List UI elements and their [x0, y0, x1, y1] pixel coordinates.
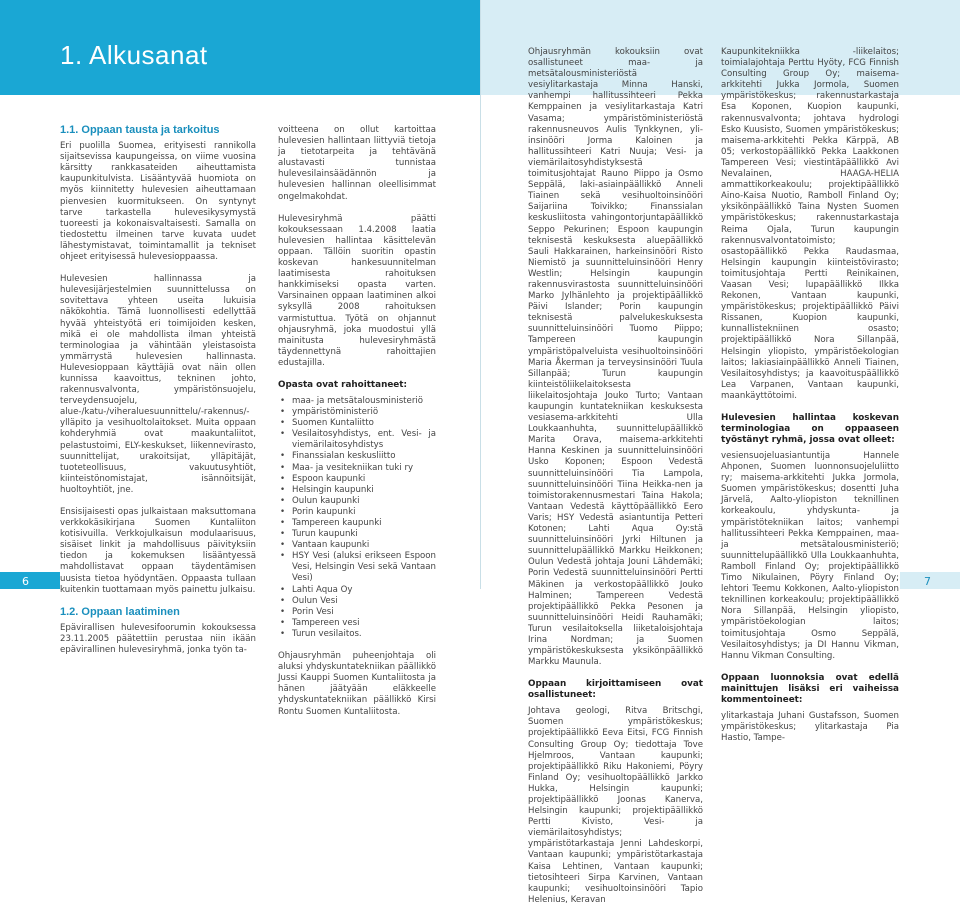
paragraph: Kaupunkitekniikka -liikelaitos; toimialajohtaja Perttu Hyöty, FCG Finnish Consulting Group Oy; maisema-arkkitehti Jukka Jormola, Suomen ympäristökeskus; rakennustarkastaja Esa Koponen, Kuopion kaupunki, rakennusvalvonta; johtava hydrologi Esko Kuusisto, Suomen ympäristökeskus; maisema-arkkitehti Pekka Kärppä, AB 05; verkostopäällikkö Pekka Laakkonen Tampereen Vesi; viestintäpäällikkö Avi Nevalainen, HAAGA-HELIA ammattikorkeakoulu; projektipäällikkö Aino-Kaisa Nuotio, Ramboll Finland Oy; yksikönpäällikkö Taina Nysten Suomen ympäristökeskus; rakennustarkastaja Reima Ojala, Turun kaupungin rakennusvalvontatoimisto; osastopäällikkö Pekka Raudasmaa, Helsingin kaupungin kiinteistövirasto; toimitusjohtaja Pertti Reinikainen, Vaasan Vesi; lupapäällikkö Ilkka Rekonen, Vantaan kaupunki, ympäristökeskus; projektipäällikkö Päivi Rissanen, Kuopion kaupunki, kunnallistekniinen osasto; projektipäällikkö Nora Sillanpää, Helsingin yliopisto, ympäristöekologian laitos; lakiasiainpäällikkö Anneli Tiainen, Vesilaitosyhdistys; ja kaavoituspäällikkö Lea Varpanen, Vantaan kaupunki, maankäyttötoimi.	[721, 47, 899, 401]
writers-heading: Oppaan kirjoittamiseen ovat osallistuneet:	[528, 679, 703, 701]
paragraph: Ohjausryhmän puheenjohtaja oli aluksi yhdyskuntatekniikan päällikkö Jussi Kauppi Suomen Kuntaliitosta ja hänen jäätyään eläkkeelle yhdyskuntatekniikan päällikkö Kirsi Rontu Suomen Kuntaliitosta.	[278, 651, 436, 717]
funder-item: • Vantaan kaupunki	[278, 540, 436, 551]
paragraph: Johtava geologi, Ritva Britschgi, Suomen ympäristökeskus; projektipäällikkö Eeva Eitsi, FCG Finnish Consulting Group Oy; tiedottaja Tove Hjelmroos, Vantaan kaupunki; projektipäällikkö Riku Hakoniemi, Pöyry Finland Oy; vesihuoltopäällikkö Jarkko Hukka, Helsingin kaupunki; projektipäällikkö Joonas Kanerva, Helsingin kaupunki; projektipäällikkö Pertti Kivisto, Vesi- ja viemärilaitosyhdistys; ympäristötarkastaja Jenni Lahdeskorpi, Vantaan kaupunki; ympäristötarkastaja Kaisa Lehtinen, Vantaan kaupunki; tietosihteeri Sirpa Karvinen, Vantaan kaupunki; vesihuoltoinsinööri Tapio Helenius, Keravan	[528, 706, 703, 905]
funders-list	[278, 396, 436, 640]
section-heading-1-1: 1.1. Oppaan tausta ja tarkoitus	[60, 124, 220, 136]
funder-item: • Turun vesilaitos.	[278, 629, 436, 640]
commenters-heading: Oppaan luonnoksia ovat edellä mainittujen lisäksi eri vaiheissa kommentoineet:	[721, 672, 899, 705]
paragraph: Hulevesien hallinnassa ja hulevesijärjestelmien suunnittelussa on sovitettava yhteen useita lukuisia näkökohtia. Tämä luonnollisesti edellyttää hyvää yhteistyötä eri toimijoiden kesken, mikä ei ole mahdollista ilman yhteistä terminologiaa ja vähintään yleistasoista ymmärrystä hulevesien hallinnasta. Hulevesioppaan käyttäjiä ovat näin ollen kunnissa kaavoittus, tekninen johto, rakennusvalvonta, ympäristönsuojelu, terveydensuojelu, alue-/katu-/viheraluesuunnittelu/-rakennus/-ylläpito ja vesihuoltolaitokset. Muita oppaan kohderyhmiä ovat maakuntaliitot, pelastustoimi, ELY-keskukset, liikennevirasto, suunnittelijat, urakoitsijat, ylläpitäjät, tuoteteollisuus, vakuutusyhtiöt, kiinteistönomistajat, isännöitsijät, huoltoyhtiöt, jne.	[60, 274, 256, 495]
paragraph: ylitarkastaja Juhani Gustafsson, Suomen ympäristökeskus; ylitarkastaja Pia Hastio, Tampe-	[721, 710, 899, 743]
funder-item: • Porin Vesi	[278, 607, 436, 618]
funder-item: • Tampereen kaupunki	[278, 518, 436, 529]
funder-item: • Porin kaupunki	[278, 507, 436, 518]
funder-item: • Turun kaupunki	[278, 529, 436, 540]
funder-item: • Espoon kaupunki	[278, 474, 436, 485]
funder-item: • HSY Vesi (aluksi erikseen Espoon Vesi, Helsingin Vesi sekä Vantaan Vesi)	[278, 551, 436, 584]
funder-item: • maa- ja metsätalousministeriö	[278, 396, 436, 407]
funder-item: • Tampereen vesi	[278, 618, 436, 629]
section-heading-1-2: 1.2. Oppaan laatiminen	[60, 605, 180, 618]
column-3	[528, 47, 703, 906]
paragraph: Eri puolilla Suomea, erityisesti rannikolla sijaitsevissa kaupungeissa, on viime vuosina kärsitty rankkasateiden aiheuttamista kaupunkitulvista. Lisääntyvää huomiota on myös kiinnitetty hulevesien aiheuttamaan pienvesien kuormitukseen. On syntynyt tarve tarkastella hulevesikysymystä tuoreesti ja kokonaisvaltaisesti. Samalla on tiedostettu ilmeinen tarve kuvata uudet lähestymistavat, toimintamallit ja tekniset ohjeet erityisessä hulevesioppaassa.	[60, 141, 256, 263]
column-2	[278, 125, 436, 718]
column-1	[60, 125, 256, 656]
funder-item: • Suomen Kuntaliitto	[278, 418, 436, 429]
paragraph: Epävirallisen hulevesifoorumin kokouksessa 23.11.2005 päätettiin perustaa niin ikään epävirallinen hulevesiryhmä, jonka työn ta-	[60, 622, 256, 656]
page-divider	[480, 0, 481, 589]
paragraph: vesiensuojeluasiantuntija Hannele Ahponen, Suomen luonnonsuojeluliitto ry; maisema-arkkitehti Jukka Jormola, Suomen ympäristökeskus; dosentti Juha Järvelä, Aalto-yliopiston teknillinen korkeakoulu, yhdyskunta- ja ympäristötekniikan laitos; vanhempi hallitussihteeri Pekka Kemppainen, maa- ja metsätalousministeriö; suunnittelupäällikkö Ulla Loukkaanhuhta, Ramboll Finland Oy; projektipäällikkö Timo Nikulainen, Pöyry Finland Oy; lehtori Teemu Kokkonen, Aalto-yliopiston teknillinen korkeakoulu; projektipäällikkö Nora Sillanpää, Helsingin yliopisto, ympäristöekologian laitos; toimitusjohtaja Osmo Seppälä, Vesilaitosyhdistys; ja DI Hannu Vikman, Hannu Vikman Consulting.	[721, 451, 899, 661]
page-number-left: 6	[22, 575, 29, 588]
footer-band-left	[0, 572, 60, 589]
funder-item: • Helsingin kaupunki	[278, 485, 436, 496]
funders-heading: Opasta ovat rahoittaneet:	[278, 379, 407, 390]
column-4	[721, 47, 899, 744]
paragraph: Ohjausryhmän kokouksiin ovat osallistuneet maa- ja metsätalousministeriöstä vesiylitarkastaja Minna Hanski, vanhempi hallitussihteeri Pekka Kemppainen ja vesiylitarkastaja Katri Vasama; ympäristöministeriöstä rakennusneuvos Aulis Tynkkynen, yli-insinööri Jorma Kaloinen ja hallitussihteeri Katri Nuuja; Vesi- ja viemärilaitosyhdistyksestä toimitusjohtajat Rauno Piippo ja Osmo Seppälä, laki-asiainpäällikkö Anneli Tiainen sekä vesihuoltoinsinööri Saijariina Toivikko; Finanssialan keskusliitosta vahingontorjuntapäällikkö Seppo Pekurinen; Espoon kaupungin teknisestä keskuksesta aluepäällikkö Sauli Hakkarainen, harkeinsinööri Risto Niemistö ja suunnitteluinsinööri Henry Westlin; Helsingin kaupungin rakennusvirastosta suunnitteluinsinööri Marko Jylhänlehto ja projektipäällikkö Päivi Islander; Porin kaupungin teknisestä palvelukeskuksesta suunnitteluinsinööri Tuomo Piippo; Tampereen kaupungin ympäristöpalveluista vesihuoltoinsinööri Maria Åkerman ja terveysinsinööri Tuula Sillanpää; Turun kaupungin kiinteistöliikelaitoksesta liikelaitosjohtaja Jouko Turto; Vantaan kaupungin kuntatekniikan keskuksesta vesiasema-arkkitehti Ulla Loukkaanhuhta, suunnittelupäällikkö Marita Orava, maisema-arkkitehti Hanna Keskinen ja suunnitteluinsinööri Usko Koponen; Espoon Vedestä suunnitteluinsinööri Tia Lampola, suunnitteluinsinööri Tiina Heikka-nen ja toimistorakennusmestari Taina Hakola; Vantaan Vedestä käyttöpäällikkö Eero Varis; HSY Vedestä asiantuntija Petteri Kotonen; Lahti Aqua Oy:stä suunnitteluinsinööri Jyrki Hiltunen ja suunnittelupäällikkö Markku Heikkonen; Oulun Vedestä johtaja Jouni Lähdemäki; Porin Vedestä suunnitteluinsinööri Pertti Mäkinen ja verkostopäällikkö Jouko Halminen; Tampereen Vedestä projektipäällikkö Pekka Pesonen ja suunnitteluinsinööri Heidi Rauhamäki; Turun vesilaitoksella liiketaloisjohtaja Irina Nordman; ja Suomen ympäristökeskuksesta yksikönpäällikkö Markku Maunula.	[528, 47, 703, 668]
funder-item: • Finanssialan keskusliitto	[278, 451, 436, 462]
funder-item: • Maa- ja vesitekniikan tuki ry	[278, 463, 436, 474]
page-number-right: 7	[924, 575, 931, 588]
funder-item: • Vesilaitosyhdistys, ent. Vesi- ja viemärilaitosyhdistys	[278, 429, 436, 451]
funder-item: • Oulun kaupunki	[278, 496, 436, 507]
paragraph: voitteena on ollut kartoittaa hulevesien hallintaan liittyviä tietoja ja tietotarpeita ja tehtävänä alustavasti tunnistaa hulevesilainsäädännön ja hulevesien hallinnan oleellisimmat ongelmakohdat.	[278, 125, 436, 202]
terminology-heading: Hulevesien hallintaa koskevan terminologiaa on oppaaseen työstänyt ryhmä, jossa ovat olleet:	[721, 413, 899, 445]
funder-item: • Oulun Vesi	[278, 596, 436, 607]
funder-item: • ympäristöministeriö	[278, 407, 436, 418]
paragraph: Ensisijaisesti opas julkaistaan maksuttomana verkkokäsikirjana Suomen Kuntaliiton kotisivuilla. Verkkojulkaisun modulaarisuus, sisäiset linkit ja mahdollisuus päivityksiin tiedon ja kokemuksen lisääntyessä mahdollistavat oppaan täydentämisen uusista tietoa hyödyntäen. Oppaasta tullaan kuitenkin tuottamaan myös painettu julkaisu.	[60, 507, 256, 595]
paragraph: Hulevesiryhmä päätti kokouksessaan 1.4.2008 laatia hulevesien hallintaa käsittelevän oppaan. Tällöin suoritin opastin koskevan hankesuunnitelman laatimisesta rahoituksen hankkimiseksi opasta varten. Varsinainen oppaan laatiminen alkoi syksyllä 2008 rahoituksen varmistuttua. Työtä on ohjannut ohjausryhmä, joka muodostui yllä mainitusta hulevesiryhmästä täydennettynä rahoittajien edustajilla.	[278, 213, 436, 368]
funder-item: • Lahti Aqua Oy	[278, 585, 436, 596]
chapter-title: 1. Alkusanat	[60, 40, 208, 70]
